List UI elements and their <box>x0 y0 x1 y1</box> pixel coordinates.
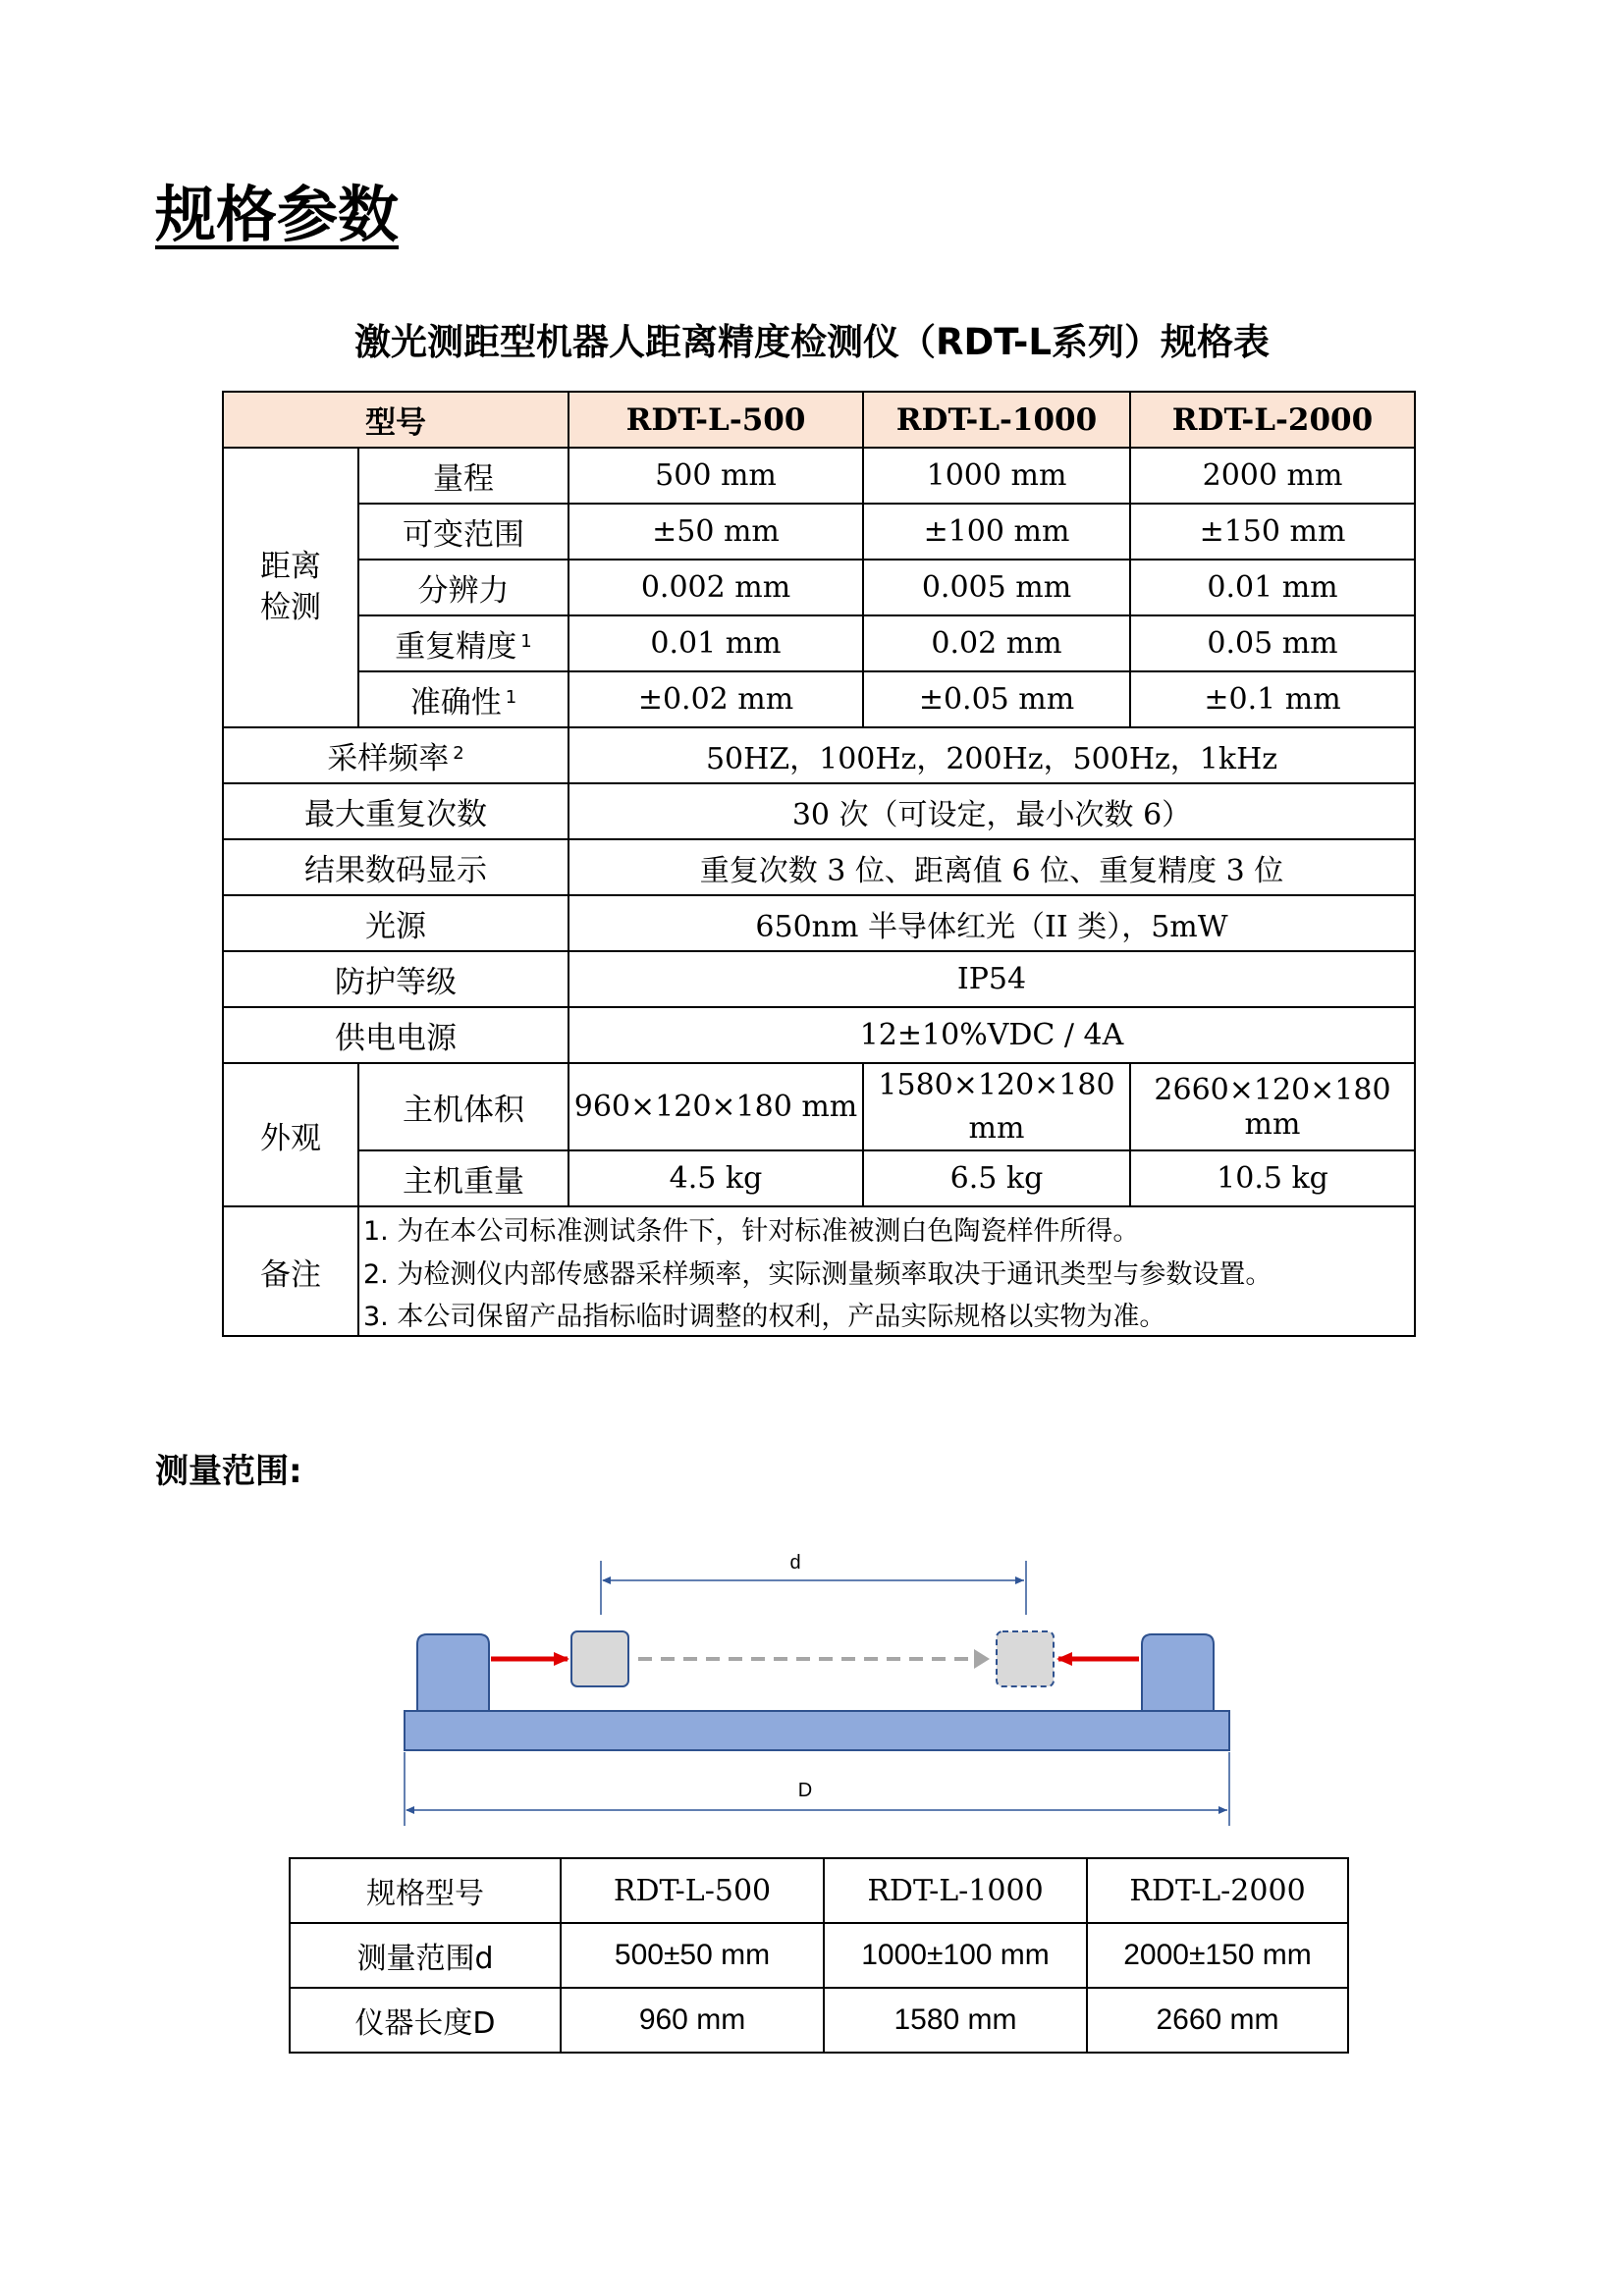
notes-row <box>223 1293 1415 1336</box>
range-row <box>290 1988 1348 2053</box>
footnote-marker: 1 <box>505 687 517 708</box>
footnote-marker: 2 <box>453 743 464 764</box>
range-cell: 2000±150 mm <box>1087 1923 1348 1988</box>
spec-row <box>223 504 1415 560</box>
range-row <box>290 1923 1348 1988</box>
spec-cell: 30 次（可设定，最小次数 6） <box>568 783 1415 839</box>
note-item: 2. 为检测仪内部传感器采样频率，实际测量频率取决于通讯类型与参数设置。 <box>358 1250 1415 1293</box>
spec-cell: ±150 mm <box>1130 504 1415 560</box>
spec-cell: ±0.05 mm <box>863 671 1130 727</box>
spec-cell: 0.002 mm <box>568 560 863 615</box>
spec-cell: 50HZ，100Hz，200Hz，500Hz，1kHz <box>568 727 1415 783</box>
spec-row <box>223 727 1415 783</box>
spec-cell: 0.005 mm <box>863 560 1130 615</box>
d-label: d <box>789 1552 801 1574</box>
range-header: 规格型号 <box>290 1858 561 1923</box>
spec-cell: 1580×120×180 mm <box>863 1063 1130 1150</box>
spec-cell: 960×120×180 mm <box>568 1063 863 1150</box>
notes-row <box>223 1250 1415 1293</box>
right-target-block <box>997 1631 1054 1686</box>
travel-arrow-head <box>974 1649 990 1669</box>
page-heading: 规格参数 <box>155 179 400 250</box>
note-item: 1. 为在本公司标准测试条件下，针对标准被测白色陶瓷样件所得。 <box>358 1206 1415 1250</box>
range-cell: 1000±100 mm <box>824 1923 1087 1988</box>
spec-cell: 500 mm <box>568 448 863 504</box>
row-label: 采样频率 $^2$ <box>223 727 568 783</box>
row-label: 主机体积 <box>358 1063 568 1150</box>
spec-cell: 0.05 mm <box>1130 615 1415 671</box>
spec-row <box>223 895 1415 951</box>
range-table <box>289 1857 1349 2054</box>
spec-cell: 重复次数 3 位、距离值 6 位、重复精度 3 位 <box>568 839 1415 895</box>
D-label: D <box>797 1780 813 1801</box>
row-label: 准确性 $^1$ <box>358 671 568 727</box>
row-label: 结果数码显示 <box>223 839 568 895</box>
spec-cell: 2660×120×180 mm <box>1130 1063 1415 1150</box>
row-label: 防护等级 <box>223 951 568 1007</box>
appearance-group-label: 外观 <box>223 1063 358 1206</box>
spec-cell: ±50 mm <box>568 504 863 560</box>
spec-header-row <box>223 392 1415 448</box>
spec-cell: 2000 mm <box>1130 448 1415 504</box>
base-rail <box>405 1711 1229 1750</box>
row-label: 量程 <box>358 448 568 504</box>
row-label: 分辨力 <box>358 560 568 615</box>
spec-cell: 1000 mm <box>863 448 1130 504</box>
spec-cell: 10.5 kg <box>1130 1150 1415 1206</box>
range-row-label: 仪器长度D <box>290 1988 561 2053</box>
range-cell: 1580 mm <box>824 1988 1087 2053</box>
notes-row <box>223 1206 1415 1250</box>
spec-row <box>223 671 1415 727</box>
range-cell: 500±50 mm <box>561 1923 824 1988</box>
range-header-row <box>290 1858 1348 1923</box>
distance-group-label: 距离 检测 <box>223 448 358 727</box>
spec-row <box>223 448 1415 504</box>
row-label: 可变范围 <box>358 504 568 560</box>
spec-cell: ±0.1 mm <box>1130 671 1415 727</box>
footnote-marker: 1 <box>520 631 532 652</box>
row-label: 最大重复次数 <box>223 783 568 839</box>
range-row-label: 测量范围d <box>290 1923 561 1988</box>
row-label: 供电电源 <box>223 1007 568 1063</box>
right-stand <box>1142 1634 1214 1711</box>
spec-cell: 6.5 kg <box>863 1150 1130 1206</box>
spec-row <box>223 1150 1415 1206</box>
model-header: RDT-L-2000 <box>1130 392 1415 448</box>
spec-cell: 0.01 mm <box>1130 560 1415 615</box>
spec-cell: 650nm 半导体红光（II 类），5mW <box>568 895 1415 951</box>
model-header-label: 型号 <box>223 392 568 448</box>
spec-row <box>223 783 1415 839</box>
spec-cell: 12±10%VDC / 4A <box>568 1007 1415 1063</box>
note-item: 3. 本公司保留产品指标临时调整的权利，产品实际规格以实物为准。 <box>358 1293 1415 1336</box>
spec-cell: 0.02 mm <box>863 615 1130 671</box>
range-cell: 960 mm <box>561 1988 824 2053</box>
spec-cell: IP54 <box>568 951 1415 1007</box>
spec-row <box>223 839 1415 895</box>
spec-cell: 0.01 mm <box>568 615 863 671</box>
left-stand <box>417 1634 489 1711</box>
spec-table <box>222 391 1416 1337</box>
model-header: RDT-L-1000 <box>863 392 1130 448</box>
spec-row <box>223 951 1415 1007</box>
row-label: 主机重量 <box>358 1150 568 1206</box>
spec-row <box>223 560 1415 615</box>
range-section-title: 测量范围: <box>155 1452 302 1491</box>
spec-cell: 4.5 kg <box>568 1150 863 1206</box>
range-cell: 2660 mm <box>1087 1988 1348 2053</box>
model-header: RDT-L-500 <box>568 392 863 448</box>
notes-label: 备注 <box>223 1206 358 1336</box>
spec-row <box>223 615 1415 671</box>
range-header: RDT-L-1000 <box>824 1858 1087 1923</box>
spec-table-title: 激光测距型机器人距离精度检测仪（RDT-L系列）规格表 <box>354 321 1270 363</box>
spec-cell: ±100 mm <box>863 504 1130 560</box>
range-header: RDT-L-2000 <box>1087 1858 1348 1923</box>
spec-row <box>223 1007 1415 1063</box>
left-target-block <box>571 1631 628 1686</box>
spec-cell: ±0.02 mm <box>568 671 863 727</box>
row-label: 重复精度 $^1$ <box>358 615 568 671</box>
measurement-diagram <box>393 1541 1247 1836</box>
row-label: 光源 <box>223 895 568 951</box>
range-header: RDT-L-500 <box>561 1858 824 1923</box>
spec-row <box>223 1063 1415 1150</box>
